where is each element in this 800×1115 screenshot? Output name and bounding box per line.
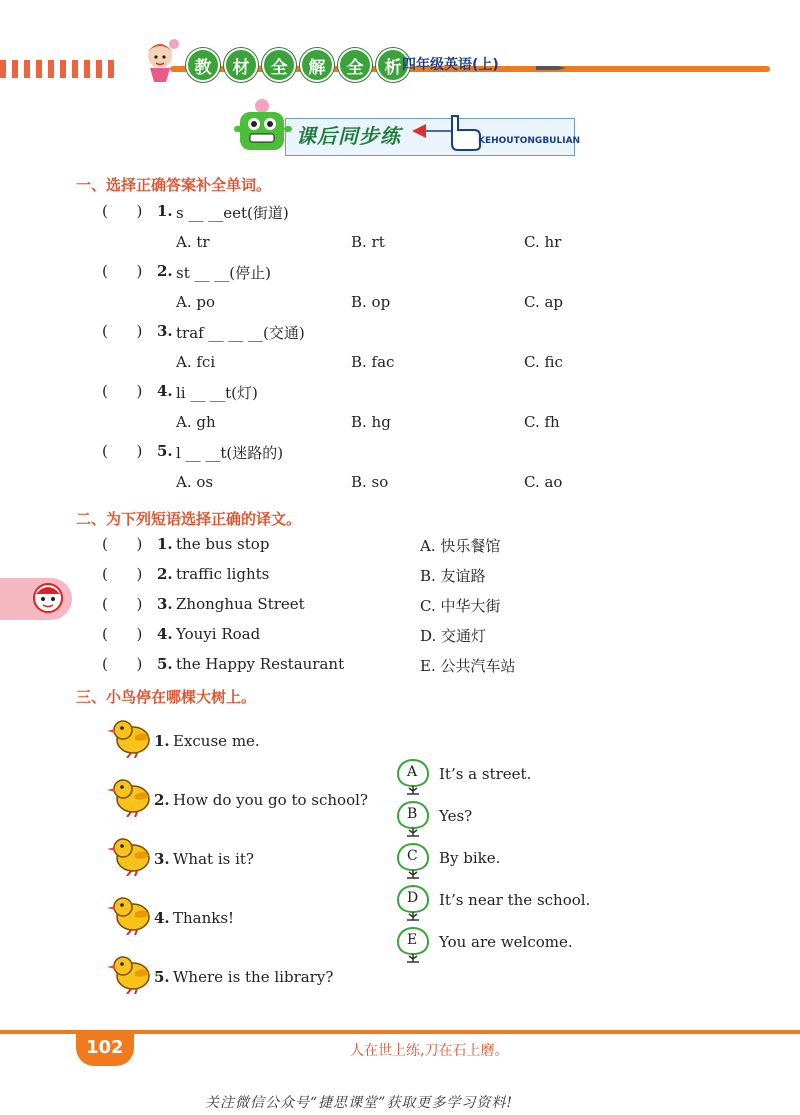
question-number: 5. bbox=[157, 442, 173, 460]
question-stem: traf __ __ __(交通) bbox=[176, 324, 305, 342]
translation-option[interactable]: E. 公共汽车站 bbox=[420, 657, 516, 675]
question-stem: l __ __t(迷路的) bbox=[176, 444, 284, 462]
answer-blank[interactable]: ( ) bbox=[102, 442, 143, 460]
phrase-number: 3. bbox=[157, 595, 173, 613]
answer-blank[interactable]: ( ) bbox=[102, 595, 143, 613]
phrase-text: the bus stop bbox=[176, 535, 270, 553]
choice-option[interactable]: C. ap bbox=[524, 293, 564, 311]
phrase-text: Zhonghua Street bbox=[176, 595, 305, 613]
choice-option[interactable]: A. po bbox=[176, 293, 216, 311]
page-number: 102 bbox=[86, 1037, 124, 1058]
tree-answer: It’s near the school. bbox=[439, 891, 591, 909]
tree-answer: By bike. bbox=[439, 849, 501, 867]
book-title-char: 解 bbox=[300, 48, 334, 82]
cartoon-face-icon bbox=[30, 580, 66, 616]
tree-letter: A bbox=[407, 764, 418, 780]
bird-icon[interactable] bbox=[105, 952, 155, 994]
question-stem: li __ __t(灯) bbox=[176, 384, 258, 402]
translation-option[interactable]: B. 友谊路 bbox=[420, 567, 486, 585]
book-title-char: 教 bbox=[186, 48, 220, 82]
bird-icon[interactable] bbox=[105, 775, 155, 817]
header-checker-decoration bbox=[0, 60, 120, 78]
tree-letter: E bbox=[407, 932, 418, 948]
question-stem: s __ __eet(街道) bbox=[176, 204, 289, 222]
phrase-text: the Happy Restaurant bbox=[176, 655, 345, 673]
bird-number: 2. bbox=[154, 791, 170, 809]
grade-label: 四年级英语(上) bbox=[402, 57, 499, 73]
answer-blank[interactable]: ( ) bbox=[102, 202, 143, 220]
choice-option[interactable]: A. fci bbox=[176, 353, 216, 371]
choice-option[interactable]: A. gh bbox=[176, 413, 216, 431]
choice-option[interactable]: B. rt bbox=[351, 233, 385, 251]
book-title-char: 全 bbox=[338, 48, 372, 82]
bird-sentence: How do you go to school? bbox=[173, 791, 368, 809]
book-title-char: 析 bbox=[376, 48, 410, 82]
translation-option[interactable]: C. 中华大街 bbox=[420, 597, 501, 615]
choice-option[interactable]: B. so bbox=[351, 473, 389, 491]
choice-option[interactable]: C. fic bbox=[524, 353, 563, 371]
bird-number: 5. bbox=[154, 968, 170, 986]
phrase-text: traffic lights bbox=[176, 565, 270, 583]
bird-sentence: What is it? bbox=[173, 850, 254, 868]
footer-motto: 人在世上练,刀在石上磨。 bbox=[350, 1043, 509, 1059]
bird-sentence: Thanks! bbox=[173, 909, 235, 927]
bird-icon[interactable] bbox=[105, 893, 155, 935]
pencil-icon bbox=[536, 60, 566, 76]
phrase-number: 4. bbox=[157, 625, 173, 643]
bird-icon[interactable] bbox=[105, 716, 155, 758]
bird-icon[interactable] bbox=[105, 834, 155, 876]
bird-number: 1. bbox=[154, 732, 170, 750]
answer-blank[interactable]: ( ) bbox=[102, 322, 143, 340]
section3-heading: 三、小鸟停在哪棵大树上。 bbox=[76, 688, 257, 706]
answer-blank[interactable]: ( ) bbox=[102, 262, 143, 280]
answer-blank[interactable]: ( ) bbox=[102, 535, 143, 553]
phrase-number: 1. bbox=[157, 535, 173, 553]
tree-answer: Yes? bbox=[439, 807, 473, 825]
bottom-note: 关注微信公众号“捷思课堂”获取更多学习资料! bbox=[205, 1095, 513, 1111]
question-number: 4. bbox=[157, 382, 173, 400]
bird-sentence: Where is the library? bbox=[173, 968, 334, 986]
answer-blank[interactable]: ( ) bbox=[102, 565, 143, 583]
choice-option[interactable]: B. hg bbox=[351, 413, 391, 431]
green-monster-icon bbox=[232, 96, 294, 158]
tree-answer: You are welcome. bbox=[439, 933, 573, 951]
phrase-number: 2. bbox=[157, 565, 173, 583]
pointing-hand-icon bbox=[446, 112, 482, 152]
question-number: 1. bbox=[157, 202, 173, 220]
answer-blank[interactable]: ( ) bbox=[102, 625, 143, 643]
answer-blank[interactable]: ( ) bbox=[102, 382, 143, 400]
answer-blank[interactable]: ( ) bbox=[102, 655, 143, 673]
choice-option[interactable]: C. hr bbox=[524, 233, 562, 251]
question-stem: st __ __(停止) bbox=[176, 264, 271, 282]
bird-sentence: Excuse me. bbox=[173, 732, 260, 750]
question-number: 2. bbox=[157, 262, 173, 280]
phrase-number: 5. bbox=[157, 655, 173, 673]
book-title-char: 全 bbox=[262, 48, 296, 82]
section1-heading: 一、选择正确答案补全单词。 bbox=[76, 176, 272, 194]
choice-option[interactable]: C. fh bbox=[524, 413, 560, 431]
book-title bbox=[186, 48, 410, 82]
question-number: 3. bbox=[157, 322, 173, 340]
book-title-char: 材 bbox=[224, 48, 258, 82]
tree-answer: It’s a street. bbox=[439, 765, 532, 783]
tree-letter: B bbox=[407, 806, 418, 822]
choice-option[interactable]: A. tr bbox=[176, 233, 210, 251]
choice-option[interactable]: A. os bbox=[176, 473, 214, 491]
choice-option[interactable]: B. fac bbox=[351, 353, 395, 371]
banner-subtitle: KEHOUTONGBULIAN bbox=[478, 136, 581, 146]
banner-title: 课后同步练 bbox=[296, 124, 401, 148]
choice-option[interactable]: C. ao bbox=[524, 473, 563, 491]
tree-letter: C bbox=[407, 848, 418, 864]
translation-option[interactable]: D. 交通灯 bbox=[420, 627, 487, 645]
girl-mascot-icon bbox=[136, 36, 184, 84]
phrase-text: Youyi Road bbox=[176, 625, 261, 643]
translation-option[interactable]: A. 快乐餐馆 bbox=[420, 537, 501, 555]
bird-number: 4. bbox=[154, 909, 170, 927]
tree-letter: D bbox=[407, 890, 419, 906]
bird-number: 3. bbox=[154, 850, 170, 868]
section2-heading: 二、为下列短语选择正确的译文。 bbox=[76, 510, 302, 528]
choice-option[interactable]: B. op bbox=[351, 293, 391, 311]
